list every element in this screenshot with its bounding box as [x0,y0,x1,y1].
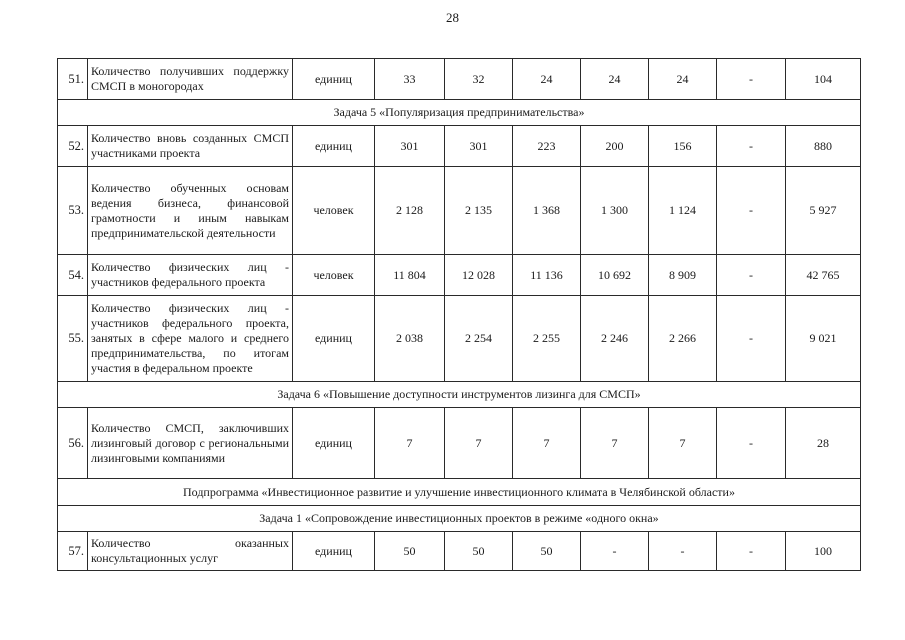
table-row [58,296,861,382]
value-cell: - [649,532,717,571]
value-cell: - [717,255,786,296]
value-cell: 11 136 [513,255,581,296]
total-cell: 100 [786,532,861,571]
value-cell: 200 [581,126,649,167]
value-cell: 50 [445,532,513,571]
value-cell: 1 300 [581,167,649,255]
value-cell: 2 128 [375,167,445,255]
section-row [58,100,861,126]
subprogram-title: Подпрограмма «Инвестиционное развитие и улучшение инвестиционного климата в Челябинской области» [58,479,861,506]
row-number: 52. [58,126,88,167]
table-row [58,126,861,167]
table-row [58,167,861,255]
value-cell: 1 124 [649,167,717,255]
value-cell: - [717,296,786,382]
row-number: 57. [58,532,88,571]
unit-cell: единиц [293,532,375,571]
value-cell: - [717,532,786,571]
unit-cell: единиц [293,59,375,100]
section-row [58,506,861,532]
indicator-name: Количество вновь созданных СМСП участниками проекта [88,126,293,167]
indicator-name: Количество физических лиц - участников федерального проекта [88,255,293,296]
value-cell: 7 [445,408,513,479]
indicator-name: Количество обученных основам ведения бизнеса, финансовой грамотности и иным навыкам предпринимательской деятельности [88,167,293,255]
value-cell: 2 266 [649,296,717,382]
row-number: 53. [58,167,88,255]
row-number: 55. [58,296,88,382]
indicator-name: Количество получивших поддержку СМСП в моногородах [88,59,293,100]
value-cell: 7 [649,408,717,479]
value-cell: - [717,59,786,100]
value-cell: 1 368 [513,167,581,255]
value-cell: 301 [445,126,513,167]
row-number: 54. [58,255,88,296]
total-cell: 104 [786,59,861,100]
value-cell: 50 [513,532,581,571]
section-row [58,382,861,408]
value-cell: 223 [513,126,581,167]
value-cell: 301 [375,126,445,167]
value-cell: 2 254 [445,296,513,382]
unit-cell: единиц [293,296,375,382]
value-cell: 24 [513,59,581,100]
value-cell: 24 [581,59,649,100]
value-cell: 8 909 [649,255,717,296]
unit-cell: единиц [293,408,375,479]
row-number: 51. [58,59,88,100]
indicators-table [57,58,861,571]
value-cell: 156 [649,126,717,167]
total-cell: 9 021 [786,296,861,382]
value-cell: 33 [375,59,445,100]
section-title: Задача 1 «Сопровождение инвестиционных проектов в режиме «одного окна» [58,506,861,532]
value-cell: 2 255 [513,296,581,382]
table-row [58,408,861,479]
value-cell: 2 246 [581,296,649,382]
total-cell: 28 [786,408,861,479]
row-number: 56. [58,408,88,479]
total-cell: 880 [786,126,861,167]
unit-cell: человек [293,255,375,296]
value-cell: - [717,408,786,479]
value-cell: - [581,532,649,571]
section-row [58,479,861,506]
value-cell: 50 [375,532,445,571]
value-cell: 24 [649,59,717,100]
value-cell: 12 028 [445,255,513,296]
value-cell: 7 [513,408,581,479]
unit-cell: единиц [293,126,375,167]
value-cell: - [717,167,786,255]
table-row [58,532,861,571]
value-cell: 10 692 [581,255,649,296]
indicator-name: Количество физических лиц - участников федерального проекта, занятых в сфере малого и среднего предпринимательства, по итогам участия в федеральном проекте [88,296,293,382]
value-cell: 11 804 [375,255,445,296]
value-cell: 32 [445,59,513,100]
value-cell: 7 [581,408,649,479]
page-number: 28 [446,10,459,25]
table-row [58,59,861,100]
unit-cell: человек [293,167,375,255]
section-title: Задача 6 «Повышение доступности инструментов лизинга для СМСП» [58,382,861,408]
table-row [58,255,861,296]
indicator-name: Количество оказанных консультационных услуг [88,532,293,571]
total-cell: 5 927 [786,167,861,255]
value-cell: 2 038 [375,296,445,382]
section-title: Задача 5 «Популяризация предпринимательства» [58,100,861,126]
total-cell: 42 765 [786,255,861,296]
value-cell: - [717,126,786,167]
value-cell: 7 [375,408,445,479]
indicator-name: Количество СМСП, заключивших лизинговый договор с региональными лизинговыми компаниями [88,408,293,479]
value-cell: 2 135 [445,167,513,255]
